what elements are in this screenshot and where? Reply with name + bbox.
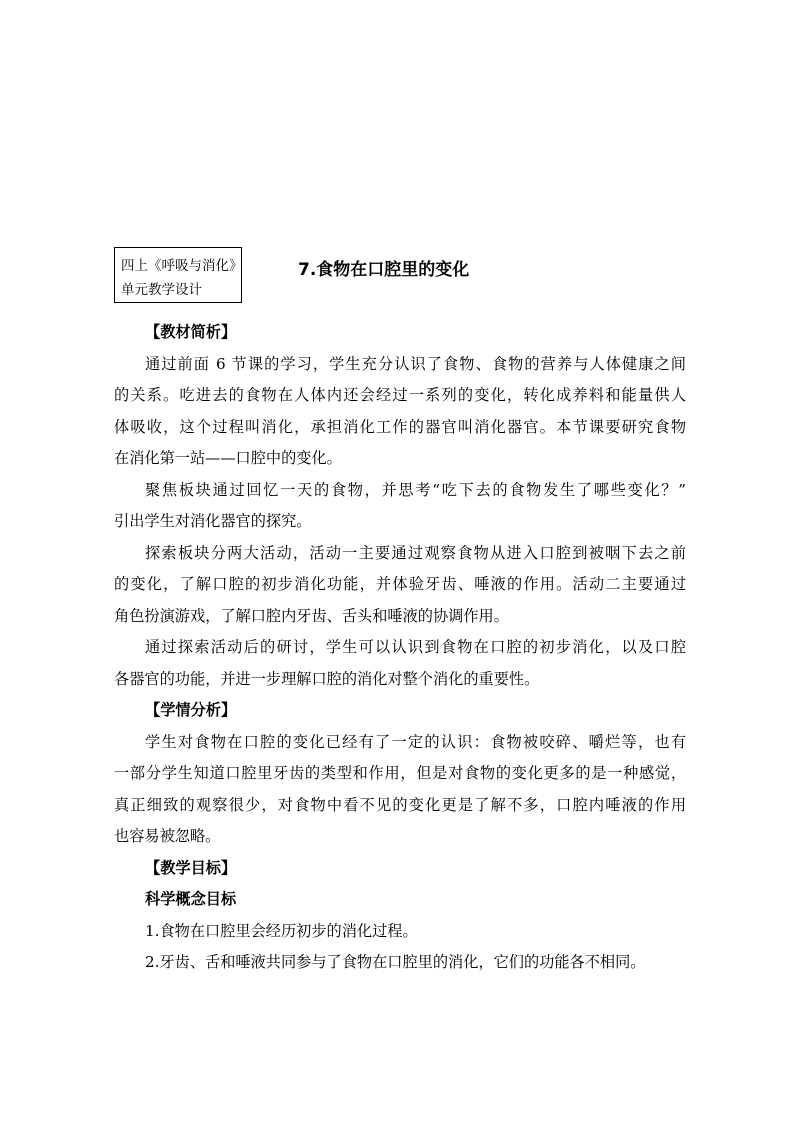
paragraph-line: 聚焦板块通过回忆一天的食物，并思考“吃下去的食物发生了哪些变化？” [145,480,686,499]
paragraph-line: 真正细致的观察很少，对食物中看不见的变化更是了解不多，口腔内唾液的作用 [114,795,686,814]
paragraph-line: 的变化，了解口腔的初步消化功能，并体验牙齿、唾液的作用。活动二主要通过 [114,575,686,593]
paragraph-line: 引出学生对消化器官的探究。 [114,512,312,530]
paragraph-line: 通过探索活动后的研讨，学生可以认识到食物在口腔的初步消化，以及口腔 [145,638,686,656]
paragraph-line: 通过前面 6 节课的学习，学生充分认识了食物、食物的营养与人体健康之间 [145,354,686,373]
unit-label-box [114,247,242,303]
textbook-heading: 【教材简析】 [145,323,237,341]
paragraph-line: 一部分学生知道口腔里牙齿的类型和作用，但是对食物的变化更多的是一种感觉， [114,764,686,782]
paragraph-line: 角色扮演游戏，了解口腔内牙齿、舌头和唾液的协调作用。 [114,606,509,625]
paragraph-line: 各器官的功能，并进一步理解口腔的消化对整个消化的重要性。 [114,669,540,688]
goals-heading: 【教学目标】 [145,858,237,877]
paragraph-line: 的关系。吃进去的食物在人体内还会经过一系列的变化，转化成养料和能量供人 [114,386,686,404]
document-body [114,317,686,979]
goal-item: 2.牙齿、舌和唾液共同参与了食物在口腔里的消化，它们的功能各不相同。 [145,953,646,971]
paragraph-line: 探索板块分两大活动，活动一主要通过观察食物从进入口腔到被咽下去之前 [145,543,686,562]
paragraph-line: 学生对食物在口腔的变化已经有了一定的认识：食物被咬碎、嚼烂等，也有 [145,732,686,751]
goal-item: 1.食物在口腔里会经历初步的消化过程。 [145,921,418,940]
paragraph-line: 也容易被忽略。 [114,827,221,845]
paragraph-line: 在消化第一站——口腔中的变化。 [114,449,342,467]
lesson-title: 7.食物在口腔里的变化 [298,260,470,280]
unit-name: 四上《呼吸与消化》 [121,258,243,274]
goals-subheading: 科学概念目标 [145,890,237,908]
unit-subtitle: 单元教学设计 [121,282,202,298]
paragraph-line: 体吸收，这个过程叫消化，承担消化工作的器官叫消化器官。本节课要研究食物 [114,417,686,436]
students-heading: 【学情分析】 [145,701,237,719]
